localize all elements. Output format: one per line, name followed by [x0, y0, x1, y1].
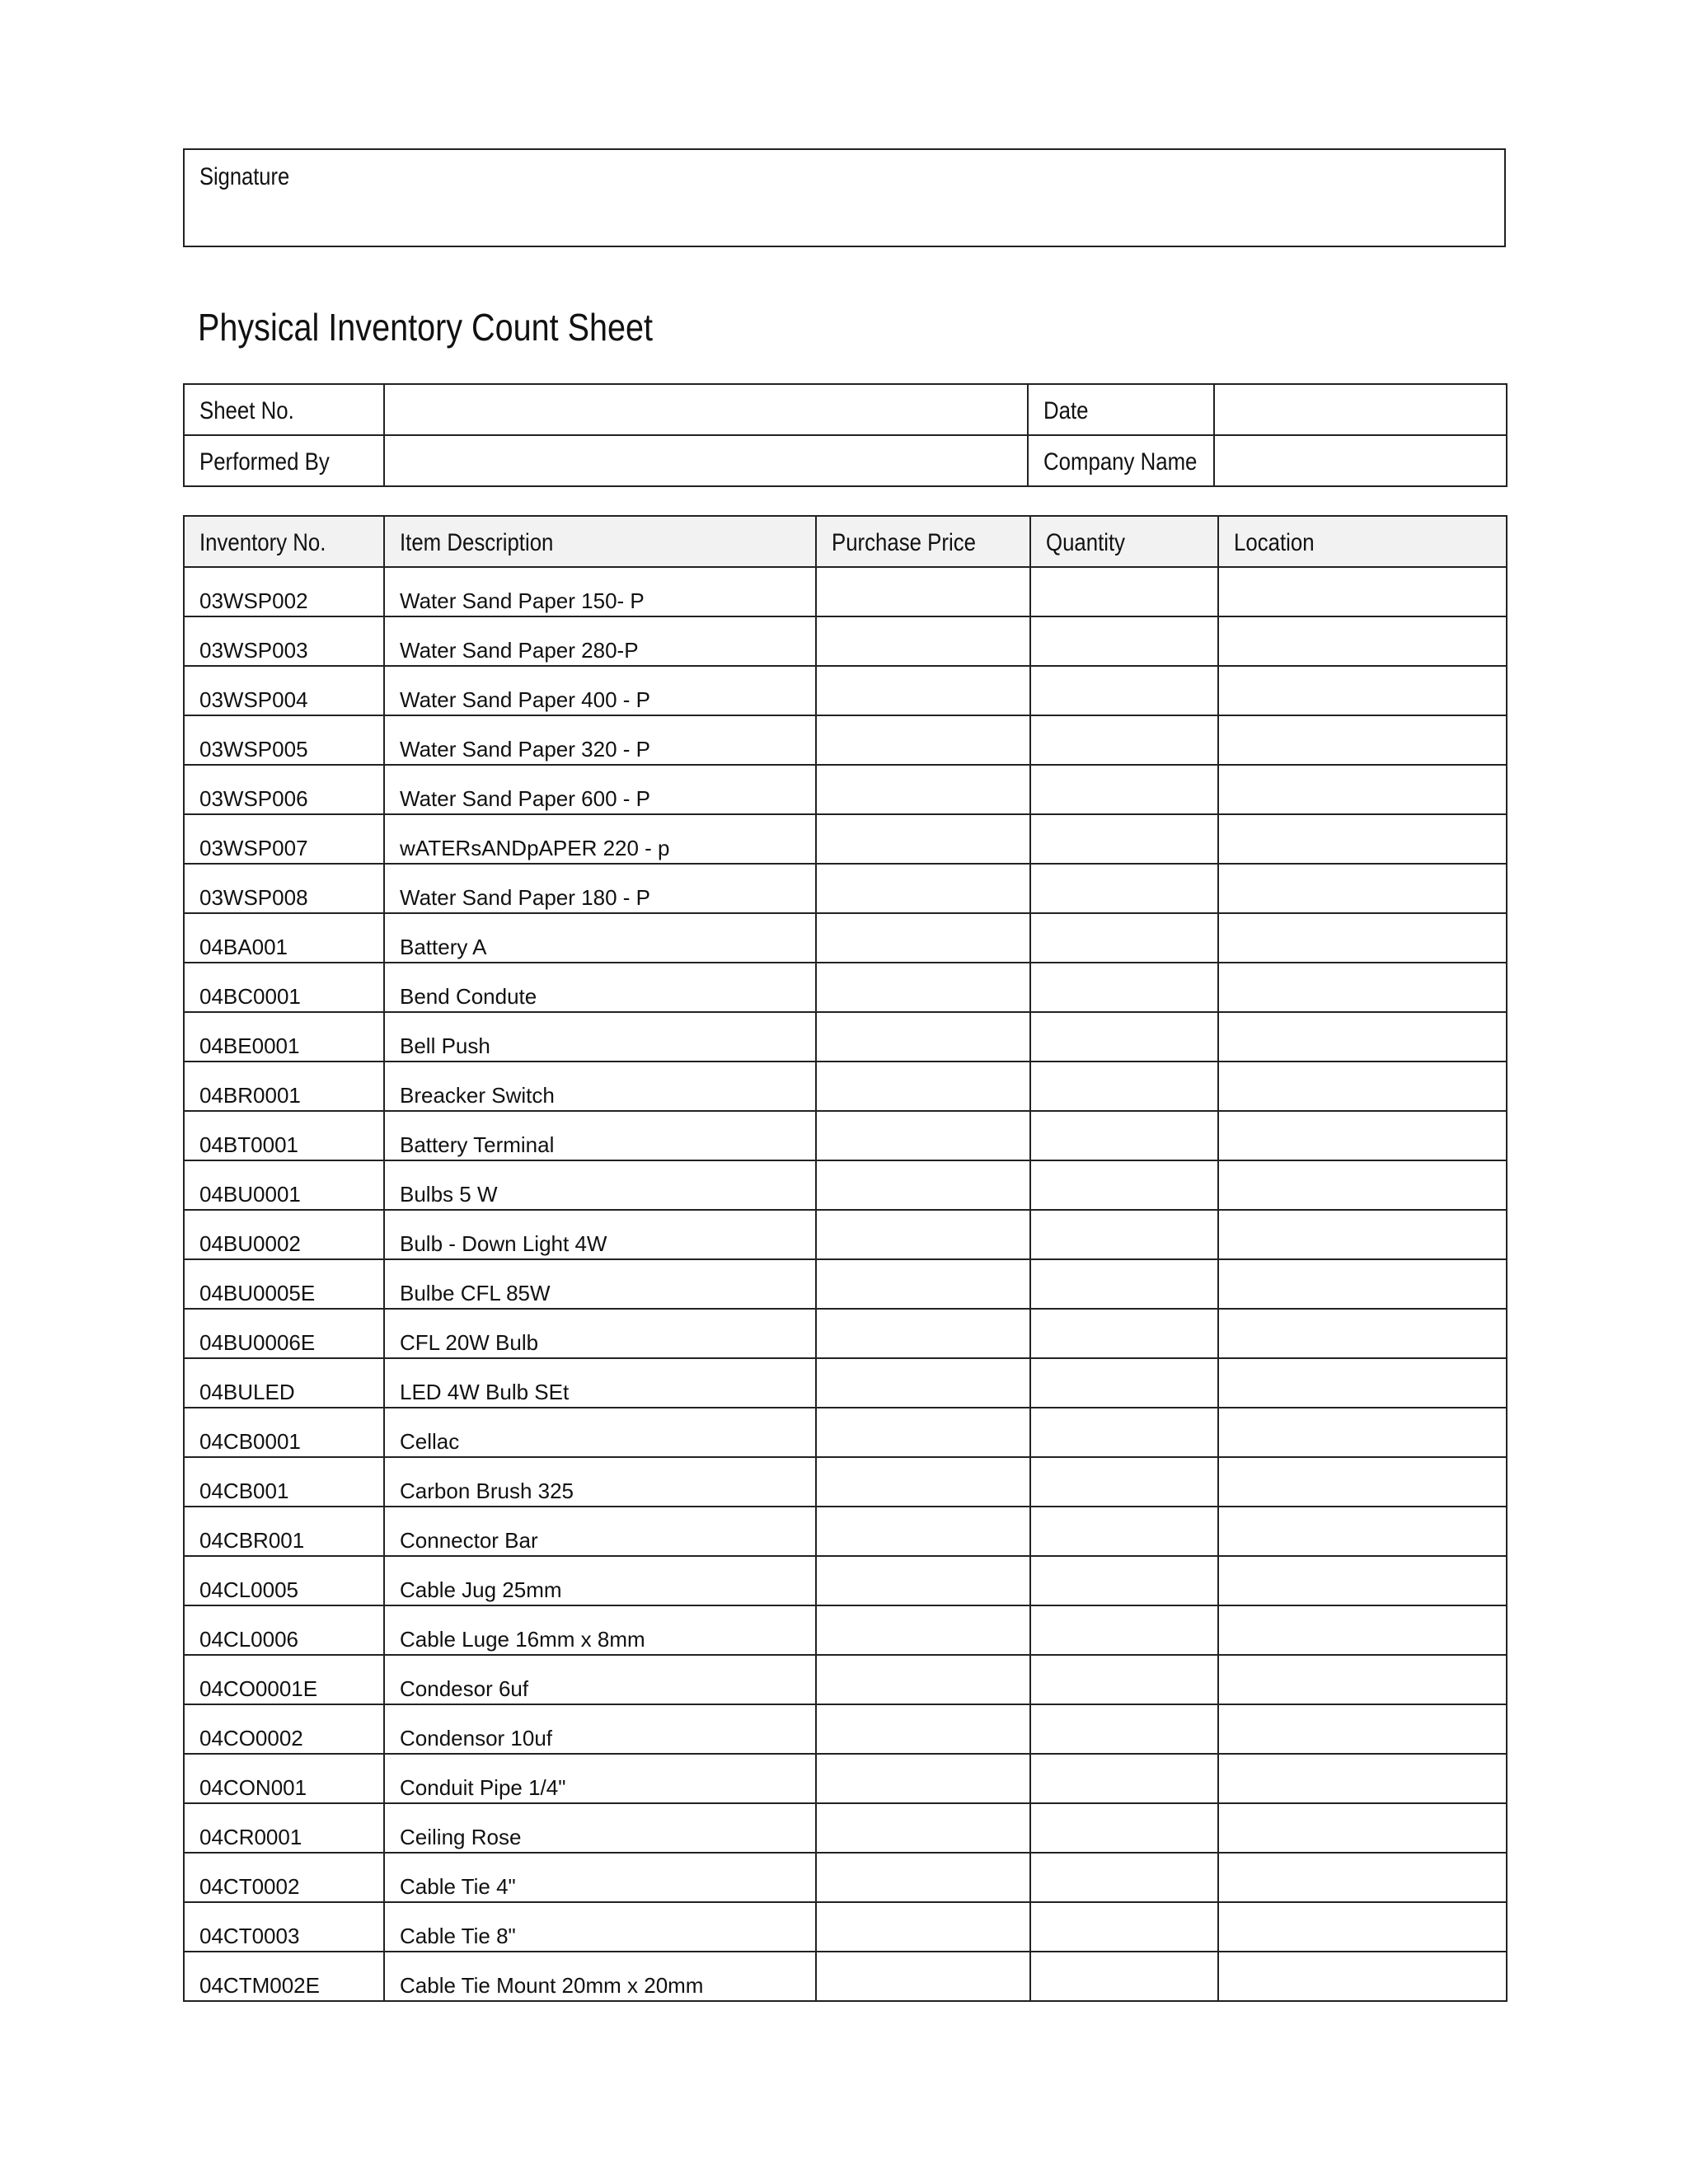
location-field[interactable]: [1218, 1655, 1507, 1704]
purchase-price-field[interactable]: [816, 1556, 1030, 1605]
table-row: [184, 1803, 1507, 1853]
table-row: [184, 1160, 1507, 1210]
table-row: [184, 1408, 1507, 1457]
purchase-price-field[interactable]: [816, 1655, 1030, 1704]
item-description-cell: Water Sand Paper 150- P: [384, 567, 816, 616]
date-label: Date: [1043, 397, 1089, 424]
inventory-no-cell: 03WSP008: [184, 864, 384, 913]
item-description-cell: Bulb - Down Light 4W: [384, 1210, 816, 1259]
table-row: [184, 1605, 1507, 1655]
company-name-field[interactable]: [1214, 435, 1507, 486]
table-row: [184, 1853, 1507, 1902]
quantity-field[interactable]: [1030, 1062, 1218, 1111]
item-description-cell: Condensor 10uf: [384, 1704, 816, 1754]
item-description-cell: Cellac: [384, 1408, 816, 1457]
location-field[interactable]: [1218, 1259, 1507, 1309]
inventory-no-cell: 04CO0002: [184, 1704, 384, 1754]
purchase-price-field[interactable]: [816, 1012, 1030, 1062]
location-field[interactable]: [1218, 1012, 1507, 1062]
table-row: [184, 1556, 1507, 1605]
inventory-no-cell: 04BR0001: [184, 1062, 384, 1111]
header-purchase-price: [816, 516, 1030, 567]
table-row: [184, 567, 1507, 616]
quantity-field[interactable]: [1030, 1952, 1218, 2001]
table-row: [184, 1507, 1507, 1556]
quantity-field[interactable]: [1030, 1457, 1218, 1507]
item-description-cell: Bulbe CFL 85W: [384, 1259, 816, 1309]
table-row: [184, 814, 1507, 864]
table-row: [184, 864, 1507, 913]
inventory-no-cell: 04CB0001: [184, 1408, 384, 1457]
purchase-price-field[interactable]: [816, 864, 1030, 913]
inventory-no-cell: 04BA001: [184, 913, 384, 963]
item-description-cell: Bell Push: [384, 1012, 816, 1062]
quantity-field[interactable]: [1030, 1803, 1218, 1853]
location-field[interactable]: [1218, 1309, 1507, 1358]
location-field[interactable]: [1218, 1457, 1507, 1507]
location-field[interactable]: [1218, 963, 1507, 1012]
item-description-cell: Water Sand Paper 400 - P: [384, 666, 816, 715]
table-row: [184, 765, 1507, 814]
item-description-cell: Bend Condute: [384, 963, 816, 1012]
purchase-price-field[interactable]: [816, 765, 1030, 814]
purchase-price-field[interactable]: [816, 1210, 1030, 1259]
sheet-no-label: Sheet No.: [199, 397, 294, 424]
item-description-cell: Water Sand Paper 320 - P: [384, 715, 816, 765]
location-field[interactable]: [1218, 765, 1507, 814]
item-description-cell: Ceiling Rose: [384, 1803, 816, 1853]
item-description-cell: LED 4W Bulb SEt: [384, 1358, 816, 1408]
location-field[interactable]: [1218, 1408, 1507, 1457]
inventory-no-cell: 04CBR001: [184, 1507, 384, 1556]
purchase-price-field[interactable]: [816, 1605, 1030, 1655]
company-name-label-cell: [1028, 435, 1214, 486]
inventory-table: [183, 515, 1507, 2002]
inventory-no-cell: 04CO0001E: [184, 1655, 384, 1704]
performed-by-field[interactable]: [384, 435, 1028, 486]
table-row: [184, 666, 1507, 715]
item-description-cell: Cable Tie Mount 20mm x 20mm: [384, 1952, 816, 2001]
inventory-no-cell: 04CR0001: [184, 1803, 384, 1853]
date-field[interactable]: [1214, 384, 1507, 435]
header-location: [1218, 516, 1507, 567]
item-description-cell: Bulbs 5 W: [384, 1160, 816, 1210]
performed-by-label: Performed By: [199, 448, 330, 476]
location-field[interactable]: [1218, 1754, 1507, 1803]
header-item-description: [384, 516, 816, 567]
location-field[interactable]: [1218, 1556, 1507, 1605]
quantity-field[interactable]: [1030, 1259, 1218, 1309]
header-location-label: Location: [1234, 529, 1315, 556]
inventory-no-cell: 04BULED: [184, 1358, 384, 1408]
quantity-field[interactable]: [1030, 616, 1218, 666]
company-name-label: Company Name: [1043, 448, 1198, 476]
inventory-no-cell: 04BC0001: [184, 963, 384, 1012]
location-field[interactable]: [1218, 666, 1507, 715]
quantity-field[interactable]: [1030, 1012, 1218, 1062]
item-description-cell: Condesor 6uf: [384, 1655, 816, 1704]
quantity-field[interactable]: [1030, 1507, 1218, 1556]
quantity-field[interactable]: [1030, 1754, 1218, 1803]
quantity-field[interactable]: [1030, 913, 1218, 963]
item-description-cell: Cable Tie 8": [384, 1902, 816, 1952]
table-row: [184, 1754, 1507, 1803]
item-description-cell: Conduit Pipe 1/4": [384, 1754, 816, 1803]
location-field[interactable]: [1218, 616, 1507, 666]
location-field[interactable]: [1218, 1902, 1507, 1952]
location-field[interactable]: [1218, 715, 1507, 765]
quantity-field[interactable]: [1030, 1111, 1218, 1160]
location-field[interactable]: [1218, 1358, 1507, 1408]
purchase-price-field[interactable]: [816, 1309, 1030, 1358]
purchase-price-field[interactable]: [816, 1902, 1030, 1952]
table-row: [184, 715, 1507, 765]
purchase-price-field[interactable]: [816, 1111, 1030, 1160]
inventory-no-cell: 04BU0002: [184, 1210, 384, 1259]
purchase-price-field[interactable]: [816, 1160, 1030, 1210]
purchase-price-field[interactable]: [816, 1952, 1030, 2001]
location-field[interactable]: [1218, 567, 1507, 616]
header-inventory-no: [184, 516, 384, 567]
location-field[interactable]: [1218, 1803, 1507, 1853]
purchase-price-field[interactable]: [816, 1704, 1030, 1754]
inventory-no-cell: 04BU0005E: [184, 1259, 384, 1309]
quantity-field[interactable]: [1030, 1902, 1218, 1952]
sheet-no-field[interactable]: [384, 384, 1028, 435]
table-row: [184, 1655, 1507, 1704]
inventory-header-row: [184, 516, 1507, 567]
inventory-no-cell: 03WSP003: [184, 616, 384, 666]
table-row: [184, 963, 1507, 1012]
inventory-no-cell: 04CT0002: [184, 1853, 384, 1902]
quantity-field[interactable]: [1030, 864, 1218, 913]
purchase-price-field[interactable]: [816, 1408, 1030, 1457]
inventory-no-cell: 03WSP005: [184, 715, 384, 765]
inventory-no-cell: 03WSP007: [184, 814, 384, 864]
purchase-price-field[interactable]: [816, 1259, 1030, 1309]
purchase-price-field[interactable]: [816, 1853, 1030, 1902]
quantity-field[interactable]: [1030, 666, 1218, 715]
location-field[interactable]: [1218, 814, 1507, 864]
header-purchase-price-label: Purchase Price: [832, 529, 976, 556]
item-description-cell: Connector Bar: [384, 1507, 816, 1556]
table-row: [184, 1259, 1507, 1309]
quantity-field[interactable]: [1030, 765, 1218, 814]
sheet-info-row: [184, 435, 1507, 486]
table-row: [184, 616, 1507, 666]
item-description-cell: Water Sand Paper 180 - P: [384, 864, 816, 913]
quantity-field[interactable]: [1030, 1655, 1218, 1704]
inventory-no-cell: 04CTM002E: [184, 1952, 384, 2001]
quantity-field[interactable]: [1030, 715, 1218, 765]
purchase-price-field[interactable]: [816, 616, 1030, 666]
purchase-price-field[interactable]: [816, 715, 1030, 765]
item-description-cell: CFL 20W Bulb: [384, 1309, 816, 1358]
quantity-field[interactable]: [1030, 1853, 1218, 1902]
inventory-no-cell: 03WSP004: [184, 666, 384, 715]
quantity-field[interactable]: [1030, 1704, 1218, 1754]
purchase-price-field[interactable]: [816, 1754, 1030, 1803]
quantity-field[interactable]: [1030, 1556, 1218, 1605]
item-description-cell: wATERsANDpAPER 220 - p: [384, 814, 816, 864]
inventory-no-cell: 04CL0006: [184, 1605, 384, 1655]
location-field[interactable]: [1218, 864, 1507, 913]
table-row: [184, 1457, 1507, 1507]
item-description-cell: Battery Terminal: [384, 1111, 816, 1160]
table-row: [184, 1111, 1507, 1160]
location-field[interactable]: [1218, 913, 1507, 963]
item-description-cell: Battery A: [384, 913, 816, 963]
inventory-no-cell: 03WSP002: [184, 567, 384, 616]
table-row: [184, 913, 1507, 963]
inventory-no-cell: 04CT0003: [184, 1902, 384, 1952]
quantity-field[interactable]: [1030, 1309, 1218, 1358]
page-title: Physical Inventory Count Sheet: [198, 306, 653, 349]
location-field[interactable]: [1218, 1160, 1507, 1210]
quantity-field[interactable]: [1030, 1358, 1218, 1408]
location-field[interactable]: [1218, 1210, 1507, 1259]
purchase-price-field[interactable]: [816, 963, 1030, 1012]
table-row: [184, 1358, 1507, 1408]
item-description-cell: Breacker Switch: [384, 1062, 816, 1111]
location-field[interactable]: [1218, 1111, 1507, 1160]
location-field[interactable]: [1218, 1605, 1507, 1655]
item-description-cell: Water Sand Paper 280-P: [384, 616, 816, 666]
table-row: [184, 1902, 1507, 1952]
table-row: [184, 1012, 1507, 1062]
quantity-field[interactable]: [1030, 1210, 1218, 1259]
inventory-no-cell: 04CON001: [184, 1754, 384, 1803]
header-quantity: [1030, 516, 1218, 567]
quantity-field[interactable]: [1030, 1160, 1218, 1210]
purchase-price-field[interactable]: [816, 1457, 1030, 1507]
header-inventory-no-label: Inventory No.: [199, 529, 326, 556]
header-quantity-label: Quantity: [1046, 529, 1126, 556]
sheet-info-table: [183, 383, 1507, 487]
table-row: [184, 1704, 1507, 1754]
purchase-price-field[interactable]: [816, 1507, 1030, 1556]
quantity-field[interactable]: [1030, 1408, 1218, 1457]
location-field[interactable]: [1218, 1952, 1507, 2001]
location-field[interactable]: [1218, 1853, 1507, 1902]
item-description-cell: Cable Tie 4": [384, 1853, 816, 1902]
sheet-no-label-cell: [184, 384, 384, 435]
sheet-info-row: [184, 384, 1507, 435]
item-description-cell: Water Sand Paper 600 - P: [384, 765, 816, 814]
signature-box[interactable]: [183, 148, 1506, 247]
quantity-field[interactable]: [1030, 567, 1218, 616]
signature-label: Signature: [199, 163, 290, 190]
quantity-field[interactable]: [1030, 1605, 1218, 1655]
inventory-no-cell: 04CL0005: [184, 1556, 384, 1605]
inventory-no-cell: 04BE0001: [184, 1012, 384, 1062]
purchase-price-field[interactable]: [816, 814, 1030, 864]
location-field[interactable]: [1218, 1704, 1507, 1754]
purchase-price-field[interactable]: [816, 666, 1030, 715]
purchase-price-field[interactable]: [816, 567, 1030, 616]
header-item-description-label: Item Description: [400, 529, 554, 556]
purchase-price-field[interactable]: [816, 1358, 1030, 1408]
item-description-cell: Carbon Brush 325: [384, 1457, 816, 1507]
purchase-price-field[interactable]: [816, 1062, 1030, 1111]
inventory-no-cell: 04BT0001: [184, 1111, 384, 1160]
inventory-table-body: [184, 567, 1507, 2001]
date-label-cell: [1028, 384, 1214, 435]
purchase-price-field[interactable]: [816, 1803, 1030, 1853]
inventory-no-cell: 04BU0001: [184, 1160, 384, 1210]
table-row: [184, 1062, 1507, 1111]
location-field[interactable]: [1218, 1062, 1507, 1111]
inventory-no-cell: 04CB001: [184, 1457, 384, 1507]
purchase-price-field[interactable]: [816, 913, 1030, 963]
table-row: [184, 1952, 1507, 2001]
table-row: [184, 1210, 1507, 1259]
quantity-field[interactable]: [1030, 963, 1218, 1012]
item-description-cell: Cable Luge 16mm x 8mm: [384, 1605, 816, 1655]
inventory-no-cell: 03WSP006: [184, 765, 384, 814]
location-field[interactable]: [1218, 1507, 1507, 1556]
table-row: [184, 1309, 1507, 1358]
inventory-no-cell: 04BU0006E: [184, 1309, 384, 1358]
performed-by-label-cell: [184, 435, 384, 486]
item-description-cell: Cable Jug 25mm: [384, 1556, 816, 1605]
quantity-field[interactable]: [1030, 814, 1218, 864]
